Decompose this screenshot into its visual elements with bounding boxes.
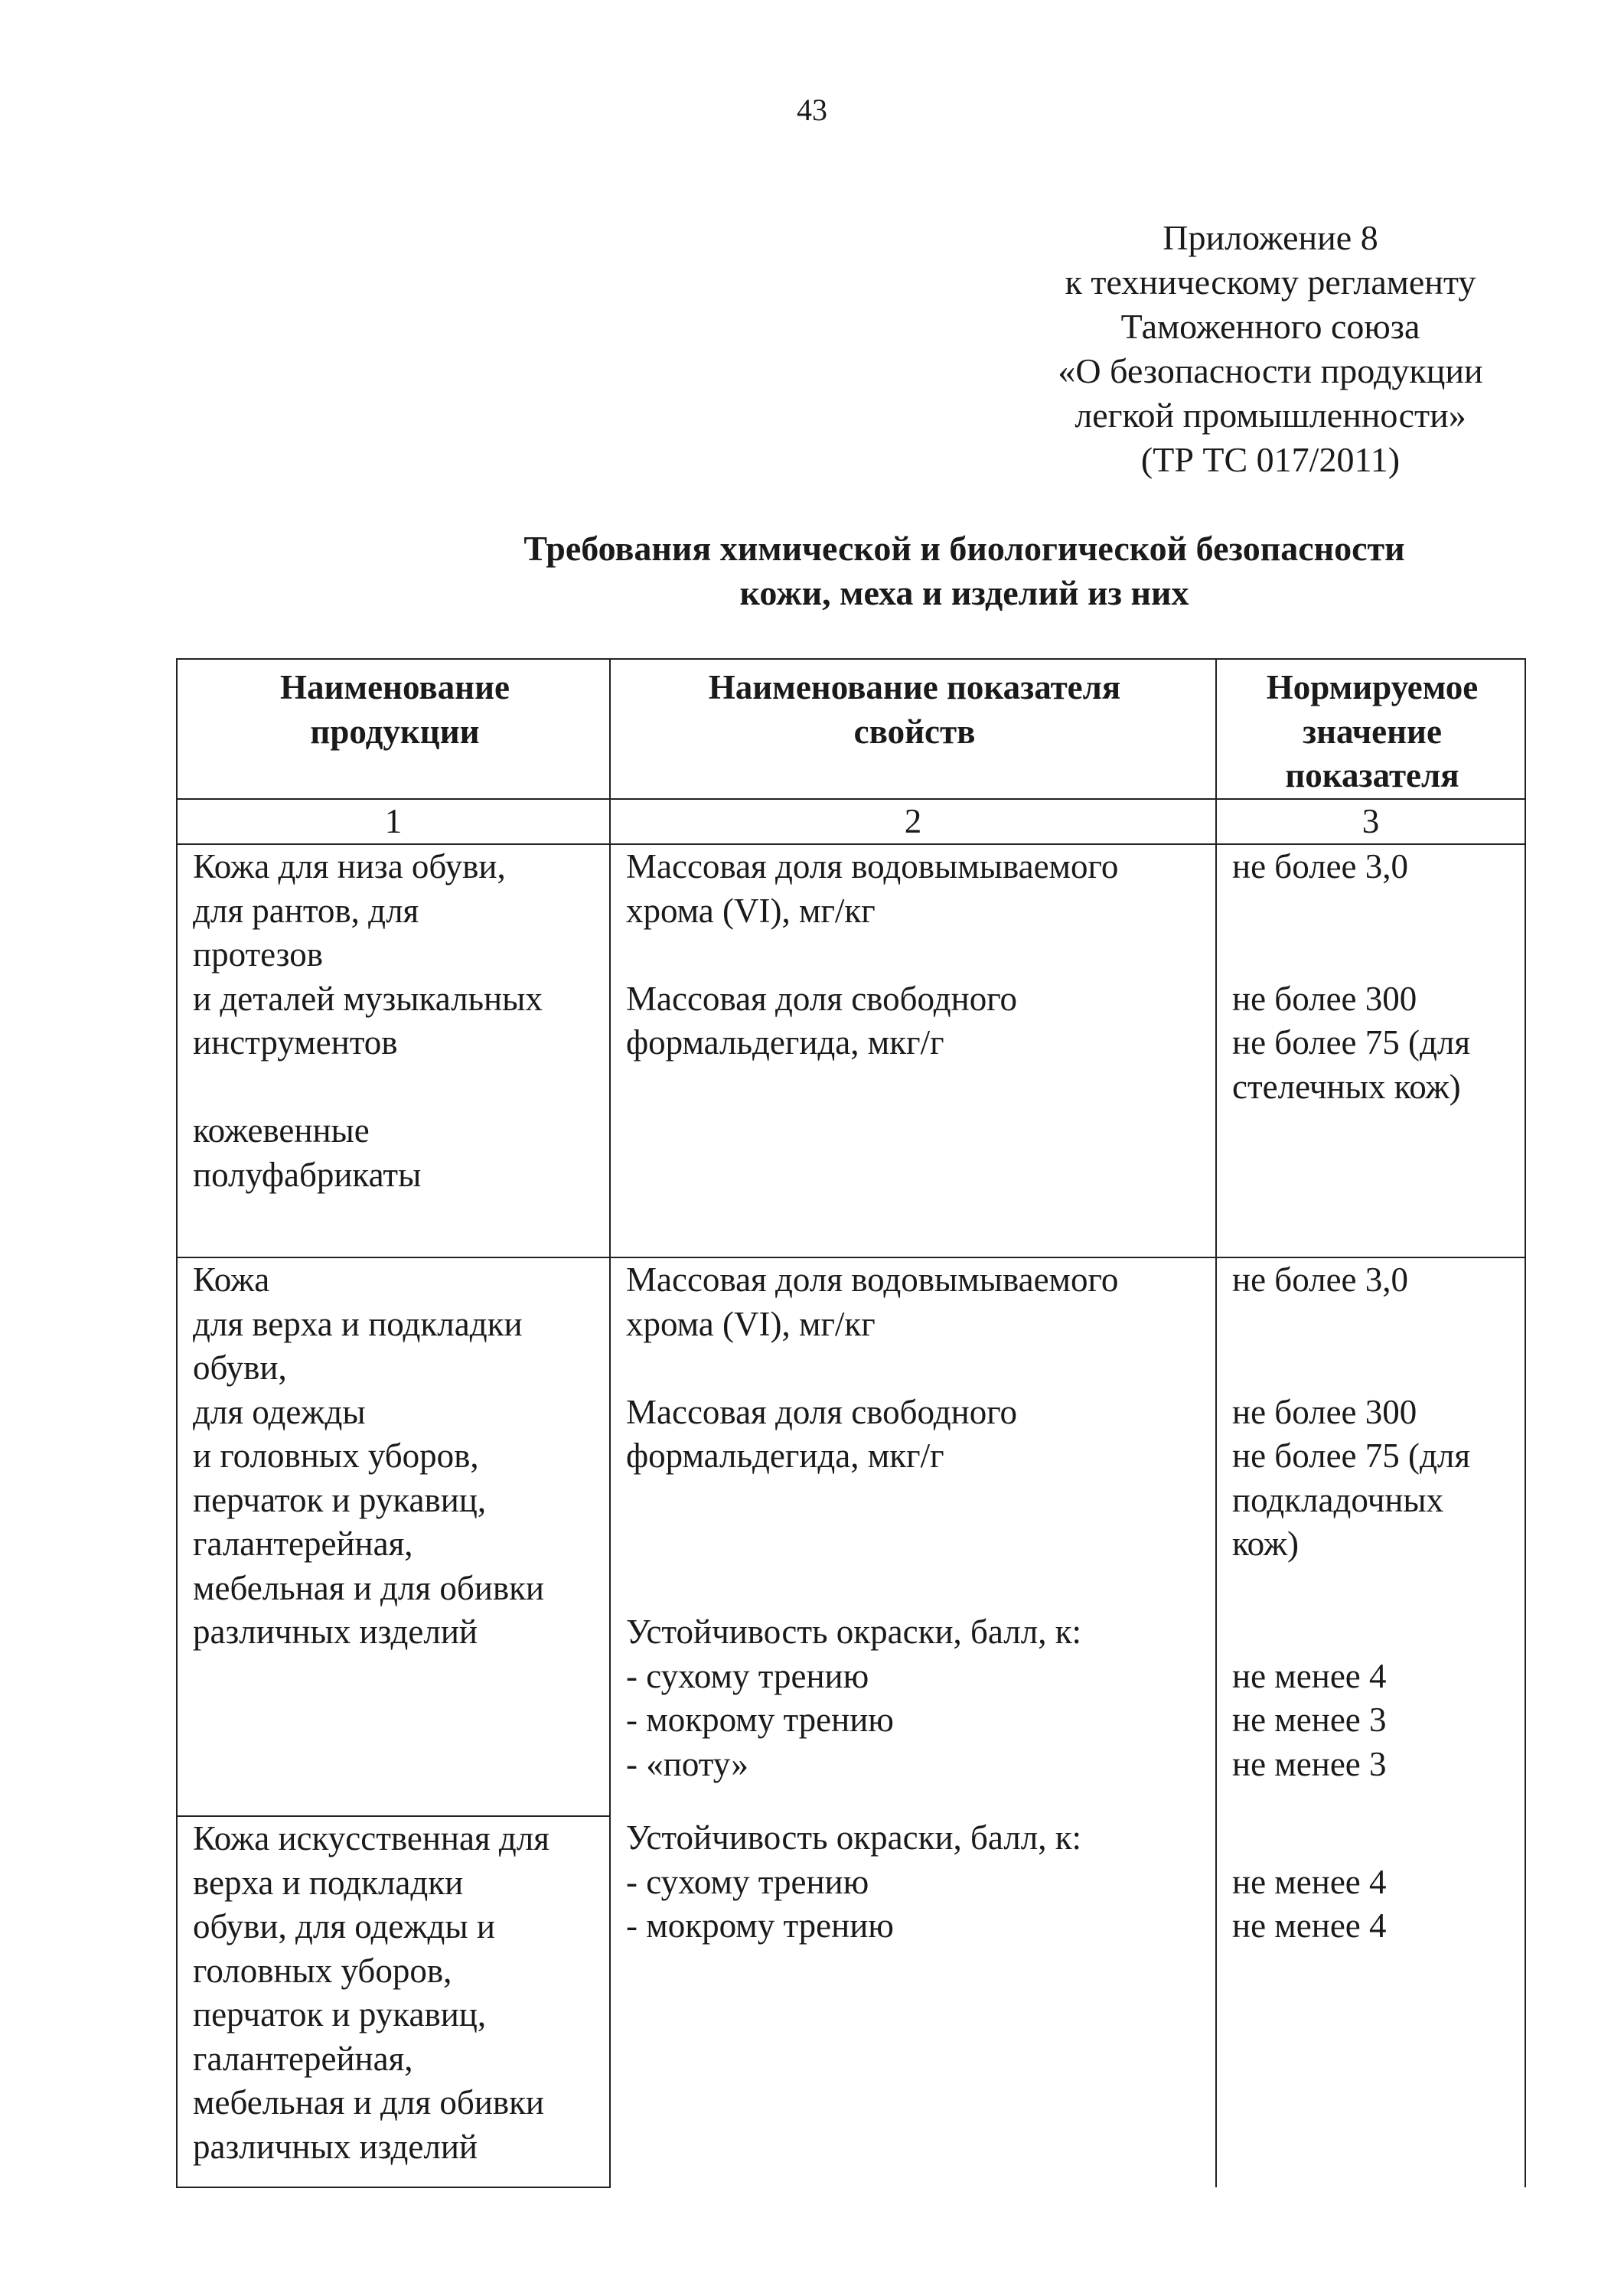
value-line: не более 300 xyxy=(1232,1392,1417,1431)
value-line: не более 3,0 xyxy=(1232,1261,1409,1299)
value-line: не более 300 xyxy=(1232,979,1417,1018)
column-number: 3 xyxy=(1216,799,1525,845)
indicator-line: - мокрому трению xyxy=(626,1906,894,1945)
annex-line: к техническому регламенту xyxy=(1065,263,1476,302)
indicator-line: хрома (VI), мг/кг xyxy=(626,891,876,930)
annex-line: легкой промышленности» xyxy=(1075,396,1466,435)
product-line: протезов xyxy=(193,935,323,974)
product-line: верха и подкладки xyxy=(193,1863,464,1902)
product-line: для рантов, для xyxy=(193,891,419,930)
indicator-line: Массовая доля водовымываемого xyxy=(626,1261,1119,1299)
product-cell xyxy=(177,1816,610,2187)
header-line: значение xyxy=(1303,712,1442,751)
product-line: различных изделий xyxy=(193,2127,478,2166)
product-line: для одежды xyxy=(193,1392,366,1431)
product-line: инструментов xyxy=(193,1023,398,1062)
value-line: не менее 4 xyxy=(1232,1862,1387,1901)
product-cell xyxy=(177,1257,610,1816)
indicator-line: Массовая доля водовымываемого xyxy=(626,847,1119,885)
indicator-line: Устойчивость окраски, балл, к: xyxy=(626,1818,1082,1857)
product-line: обуви, xyxy=(193,1349,287,1387)
header-line: Нормируемое xyxy=(1266,668,1479,706)
annex-line: Таможенного союза xyxy=(1120,307,1420,346)
value-line xyxy=(1232,1816,1512,1861)
column-number-row xyxy=(177,799,1525,845)
indicator-cell xyxy=(610,844,1216,1257)
value-line: не менее 4 xyxy=(1232,1906,1387,1945)
header-line: свойств xyxy=(853,712,976,751)
indicator-line: Массовая доля свободного xyxy=(626,1392,1018,1431)
indicator-line: формальдегида, мкг/г xyxy=(626,1437,944,1475)
value-line xyxy=(1232,933,1512,977)
indicator-line: формальдегида, мкг/г xyxy=(626,1023,944,1062)
product-line: перчаток и рукавиц, xyxy=(193,1995,487,2033)
indicator-line: - «поту» xyxy=(626,1744,748,1783)
header-line: показателя xyxy=(1285,756,1459,794)
value-line: не менее 3 xyxy=(1232,1701,1387,1739)
requirements-table xyxy=(176,658,1526,2188)
indicator-cell xyxy=(610,1257,1216,1816)
annex-line: (ТР ТС 017/2011) xyxy=(1140,440,1401,479)
title-line-1: Требования химической и биологической безопасности xyxy=(523,529,1405,568)
value-line: не более 75 (для xyxy=(1232,1437,1471,1475)
header-line: Наименование xyxy=(280,668,510,706)
indicator-line xyxy=(626,933,1203,977)
product-line: и головных уборов, xyxy=(193,1437,479,1475)
indicator-line: - сухому трению xyxy=(626,1862,869,1901)
indicator-line: хрома (VI), мг/кг xyxy=(626,1304,876,1343)
product-cell xyxy=(177,844,610,1257)
indicator-line xyxy=(626,1522,1203,1567)
page-number: 43 xyxy=(797,93,827,127)
product-line: для верха и подкладки xyxy=(193,1304,523,1343)
value-line xyxy=(1232,1346,1512,1391)
indicator-line xyxy=(626,1479,1203,1523)
value-line xyxy=(1232,1567,1512,1611)
value-line xyxy=(1232,889,1512,934)
indicator-line xyxy=(626,1567,1203,1611)
product-line: галантерейная, xyxy=(193,1525,413,1563)
indicator-line: Массовая доля свободного xyxy=(626,979,1018,1018)
product-line: головных уборов, xyxy=(193,1951,452,1990)
value-cell xyxy=(1216,1816,1525,2187)
product-line: полуфабрикаты xyxy=(193,1155,422,1194)
annex-header xyxy=(857,216,1624,482)
title-line-2: кожи, меха и изделий из них xyxy=(739,573,1189,612)
indicator-line: - мокрому трению xyxy=(626,1701,894,1739)
product-line: галантерейная, xyxy=(193,2039,413,2078)
value-line: кож) xyxy=(1232,1525,1300,1563)
product-line: мебельная и для обивки xyxy=(193,1568,545,1607)
table-row xyxy=(177,1257,1525,1816)
indicator-line xyxy=(626,1346,1203,1391)
product-line: различных изделий xyxy=(193,1613,478,1651)
product-line xyxy=(193,1065,597,1110)
table-row xyxy=(177,844,1525,1257)
header-indicator xyxy=(610,659,1216,799)
annex-line: Приложение 8 xyxy=(1163,218,1378,257)
annex-line: «О безопасности продукции xyxy=(1058,351,1483,390)
indicator-line: Устойчивость окраски, балл, к: xyxy=(626,1613,1082,1651)
table-header-row xyxy=(177,659,1525,799)
product-line: перчаток и рукавиц, xyxy=(193,1480,487,1519)
product-line: кожевенные xyxy=(193,1111,370,1150)
value-line: не более 3,0 xyxy=(1232,847,1409,885)
table-row xyxy=(177,1816,1525,2187)
product-line: Кожа для низа обуви, xyxy=(193,847,506,885)
column-number: 2 xyxy=(610,799,1216,845)
indicator-cell xyxy=(610,1816,1216,2187)
value-line: стелечных кож) xyxy=(1232,1067,1461,1106)
product-line: Кожа искусственная для xyxy=(193,1819,549,1857)
value-cell xyxy=(1216,844,1525,1257)
value-line xyxy=(1232,1303,1512,1347)
product-line: обуви, для одежды и xyxy=(193,1907,495,1945)
header-line: продукции xyxy=(310,712,480,751)
value-line: подкладочных xyxy=(1232,1480,1444,1519)
value-line: не менее 3 xyxy=(1232,1744,1387,1783)
value-line: не более 75 (для xyxy=(1232,1023,1471,1062)
product-line: и деталей музыкальных xyxy=(193,979,543,1018)
product-line: Кожа xyxy=(193,1261,270,1299)
column-number: 1 xyxy=(177,799,610,845)
document-title xyxy=(429,527,1500,615)
indicator-line: - сухому трению xyxy=(626,1656,869,1695)
value-line xyxy=(1232,1610,1512,1655)
value-line: не менее 4 xyxy=(1232,1656,1387,1695)
header-line: Наименование показателя xyxy=(708,668,1121,706)
product-line: мебельная и для обивки xyxy=(193,2083,545,2122)
header-product xyxy=(177,659,610,799)
value-cell xyxy=(1216,1257,1525,1816)
header-value xyxy=(1216,659,1525,799)
